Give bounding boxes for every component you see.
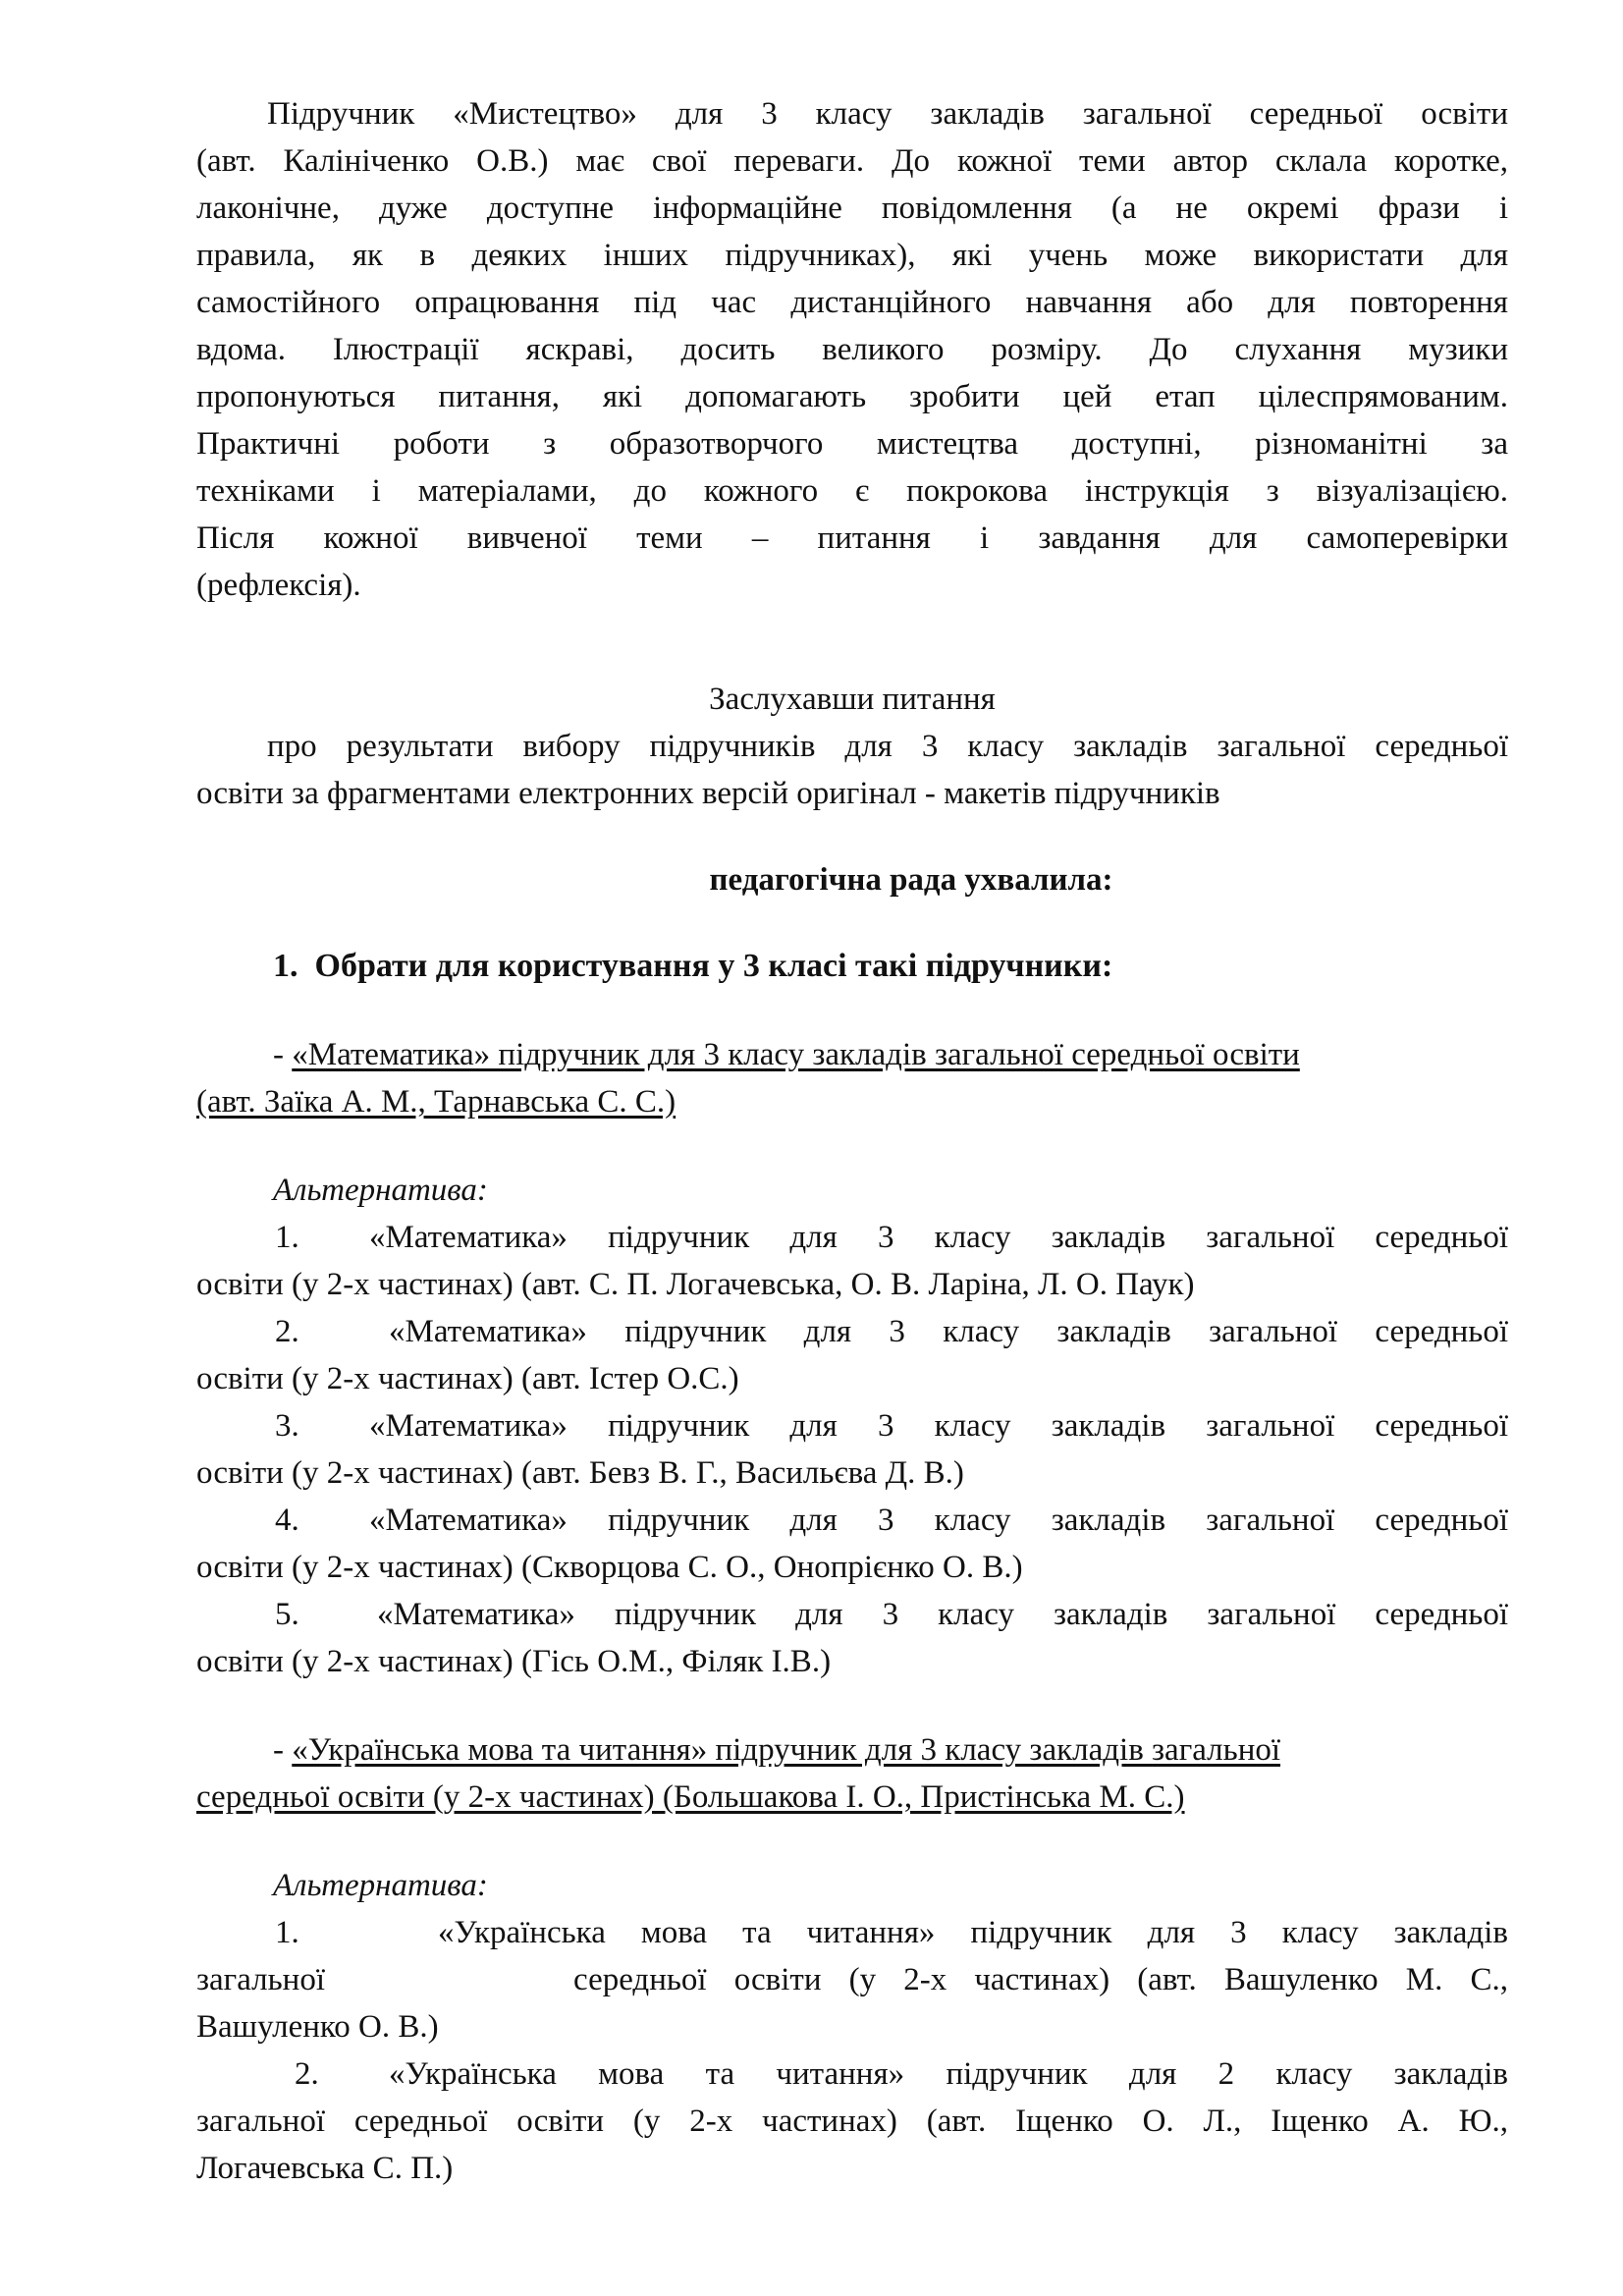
intro-line: (рефлексія). — [196, 568, 361, 603]
list-dash: - — [273, 1732, 293, 1768]
item-number: 1. — [273, 948, 298, 984]
alternative-text: загальної середньої освіти (у 2-х частинах) (авт. Іщенко О. Л., Іщенко А. Ю., — [196, 2104, 1508, 2139]
intro-line: Після кожної вивченої теми – питання і завдання для самоперевірки — [196, 520, 1508, 556]
heard-line: освіти за фрагментами електронних версій оригінал - макетів підручників — [196, 776, 1220, 811]
document-page — [196, 90, 1508, 2192]
math-alternatives — [196, 1167, 1508, 1685]
alternative-text: «Математика» підручник для 3 класу закладів загальної середньої — [369, 1220, 1508, 1255]
alternative-item — [196, 1402, 1508, 1497]
alternative-number: 4. — [275, 1503, 299, 1538]
heard-line: про результати вибору підручників для 3 класу закладів загальної середньої — [267, 729, 1508, 764]
alternative-item — [196, 2050, 1508, 2192]
ukr-primary — [196, 1726, 1508, 1821]
alternative-text: освіти (у 2-х частинах) (авт. Бевз В. Г., Васильєва Д. В.) — [196, 1455, 964, 1491]
math-primary-title: «Математика» підручник для 3 класу закладів загальної середньої освіти — [292, 1037, 1300, 1072]
intro-line: лаконічне, дуже доступне інформаційне повідомлення (а не окремі фрази і — [196, 191, 1508, 226]
heard-title: Заслухавши питання — [709, 682, 996, 717]
ukr-alternatives — [196, 1862, 1508, 2192]
alternative-item — [196, 1497, 1508, 1591]
intro-paragraph — [196, 90, 1508, 609]
ukr-primary-line2: середньої освіти (у 2-х частинах) (Большакова І. О., Пристінська М. С.) — [196, 1779, 1185, 1815]
intro-line: (авт. Калініченко О.В.) має свої переваги. До кожної теми автор склала коротке, — [196, 143, 1508, 179]
ukr-primary-line1 — [196, 1726, 1508, 1774]
alternative-text: «Українська мова та читання» підручник для 2 класу закладів — [389, 2056, 1508, 2092]
heard-section — [196, 676, 1508, 817]
math-primary-line2: (авт. Заїка А. М., Тарнавська С. С.) — [196, 1084, 676, 1120]
alternative-item — [196, 1591, 1508, 1685]
alternative-item — [196, 1308, 1508, 1402]
alternative-number: 1. — [275, 1915, 299, 1950]
alternative-text: «Математика» підручник для 3 класу закладів загальної середньої — [369, 1503, 1508, 1538]
intro-line: пропонуються питання, які допомагають зробити цей етап цілеспрямованим. — [196, 379, 1508, 414]
alternative-text: освіти (у 2-х частинах) (авт. Істер О.С.) — [196, 1361, 739, 1396]
resolution-item-1 — [196, 943, 1508, 990]
intro-line: правила, як в деяких інших підручниках), які учень може використати для — [196, 238, 1508, 273]
alternative-text: Вашуленко О. В.) — [196, 2009, 439, 2045]
alternative-number: 3. — [275, 1408, 299, 1444]
ukr-primary-title: «Українська мова та читання» підручник для 3 класу закладів загальної — [292, 1732, 1281, 1768]
alternative-text: «Математика» підручник для 3 класу закладів загальної середньої — [377, 1597, 1508, 1632]
intro-line: вдома. Ілюстрації яскраві, досить великого розміру. До слухання музики — [196, 332, 1508, 367]
alternative-item — [196, 1214, 1508, 1308]
alternative-number: 2. — [295, 2056, 319, 2092]
alternative-text: «Українська мова та читання» підручник для 3 класу закладів — [438, 1915, 1508, 1950]
alternative-text: освіти (у 2-х частинах) (Скворцова С. О., Онопрієнко О. В.) — [196, 1550, 1023, 1585]
alternative-text: загальної середньої освіти (у 2-х частинах) (авт. Вашуленко М. С., — [196, 1962, 1508, 1997]
intro-line: Підручник «Мистецтво» для 3 класу закладів загальної середньої освіти — [267, 96, 1508, 132]
alternative-number: 5. — [275, 1597, 299, 1632]
resolution-heading: педагогічна рада ухвалила: — [709, 862, 1113, 898]
alternative-number: 2. — [275, 1314, 299, 1349]
alternative-text: «Математика» підручник для 3 класу закладів загальної середньої — [389, 1314, 1508, 1349]
alternative-label: Альтернатива: — [273, 1868, 488, 1903]
list-dash: - — [273, 1037, 293, 1072]
alternative-text: Логачевська С. П.) — [196, 2151, 454, 2186]
alternative-text: освіти (у 2-х частинах) (Гісь О.М., Філяк І.В.) — [196, 1644, 832, 1679]
math-primary-line1 — [196, 1031, 1508, 1078]
alternative-label: Альтернатива: — [273, 1173, 488, 1208]
intro-line: самостійного опрацювання під час дистанційного навчання або для повторення — [196, 285, 1508, 320]
math-primary — [196, 1031, 1508, 1125]
alternative-text: освіти (у 2-х частинах) (авт. С. П. Логачевська, О. В. Ларіна, Л. О. Паук) — [196, 1267, 1195, 1302]
alternative-text: «Математика» підручник для 3 класу закладів загальної середньої — [369, 1408, 1508, 1444]
intro-line: Практичні роботи з образотворчого мистецтва доступні, різноманітні за — [196, 426, 1508, 462]
alternative-number: 1. — [275, 1220, 299, 1255]
item-text: Обрати для користування у 3 класі такі підручники: — [314, 948, 1113, 984]
intro-line: техніками і матеріалами, до кожного є покрокова інструкція з візуалізацією. — [196, 473, 1508, 509]
alternative-item — [196, 1909, 1508, 2050]
